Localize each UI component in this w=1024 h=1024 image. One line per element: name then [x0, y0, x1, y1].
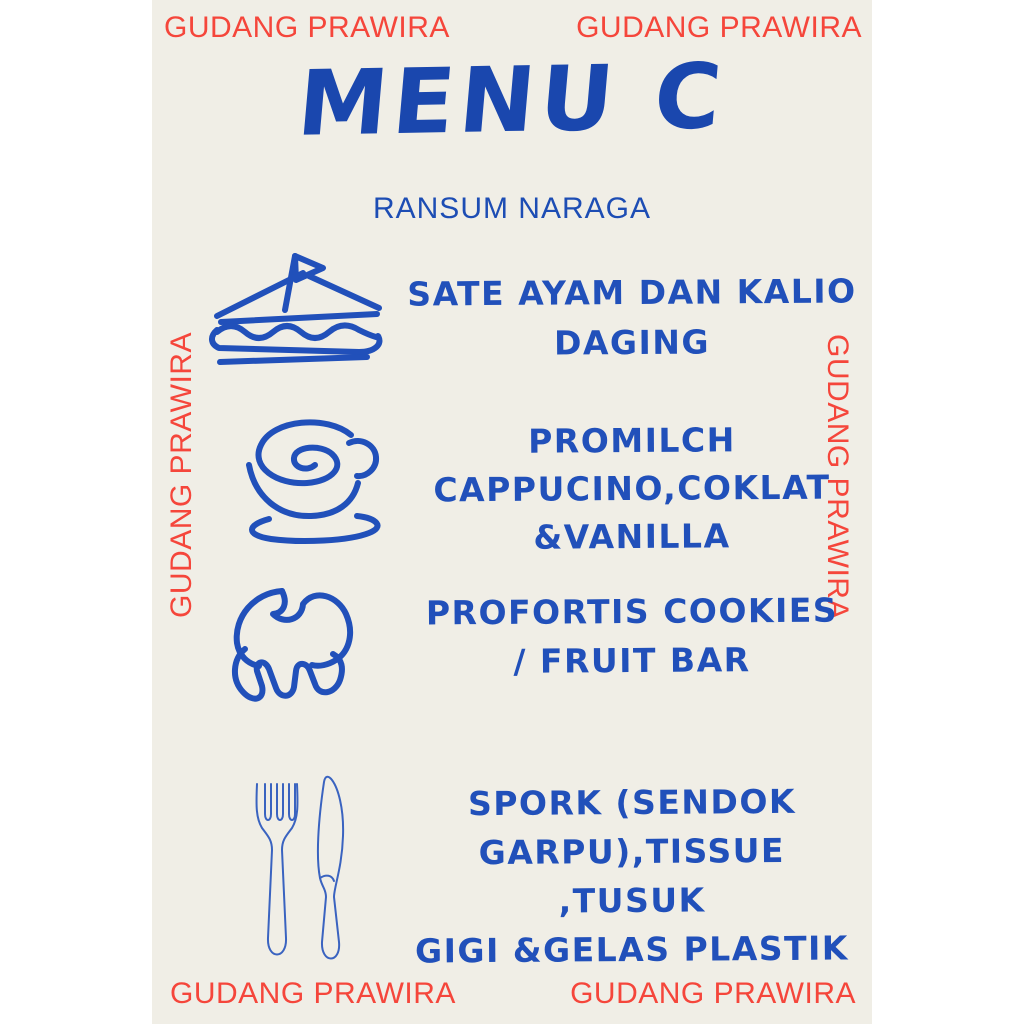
menu-item-line: GARPU),TISSUE ,TUSUK	[478, 830, 786, 921]
watermark-bottom-left: GUDANG PRAWIRA	[170, 977, 456, 1010]
coffee-cup-icon	[237, 413, 392, 546]
menu-item-line: &VANILLA	[533, 516, 731, 557]
watermark-left-vertical: GUDANG PRAWIRA	[165, 332, 198, 618]
menu-item-text-1	[402, 268, 862, 368]
menu-item-text-3	[402, 587, 862, 685]
watermark-row-top	[152, 11, 872, 45]
page-subtitle: RANSUM NARAGA	[372, 192, 652, 225]
sandwich-icon	[207, 248, 392, 368]
fork-knife-icon	[242, 770, 362, 977]
menu-poster	[152, 0, 872, 1024]
menu-item-line: GIGI &GELAS PLASTIK	[414, 928, 850, 971]
menu-item-line: SATE AYAM DAN KALIO	[407, 271, 857, 314]
menu-item-line: PROMILCH	[528, 420, 736, 461]
menu-item-line: / FRUIT BAR	[513, 640, 751, 681]
menu-item-line: PROFORTIS COOKIES	[425, 590, 839, 633]
menu-item-text-2	[402, 417, 862, 561]
menu-item-text-4	[402, 778, 862, 974]
watermark-top-left: GUDANG PRAWIRA	[164, 11, 450, 44]
page-title: MENU C	[293, 44, 731, 157]
watermark-bottom-right: GUDANG PRAWIRA	[570, 977, 856, 1010]
menu-item-line: CAPPUCINO,COKLAT	[433, 467, 831, 510]
cupcake-icon	[224, 583, 362, 711]
menu-item-line: DAGING	[553, 322, 711, 363]
watermark-row-bottom	[152, 977, 872, 1011]
watermark-right-vertical: GUDANG PRAWIRA	[821, 334, 854, 620]
menu-item-line: SPORK (SENDOK	[467, 781, 797, 824]
watermark-top-right: GUDANG PRAWIRA	[576, 11, 862, 44]
